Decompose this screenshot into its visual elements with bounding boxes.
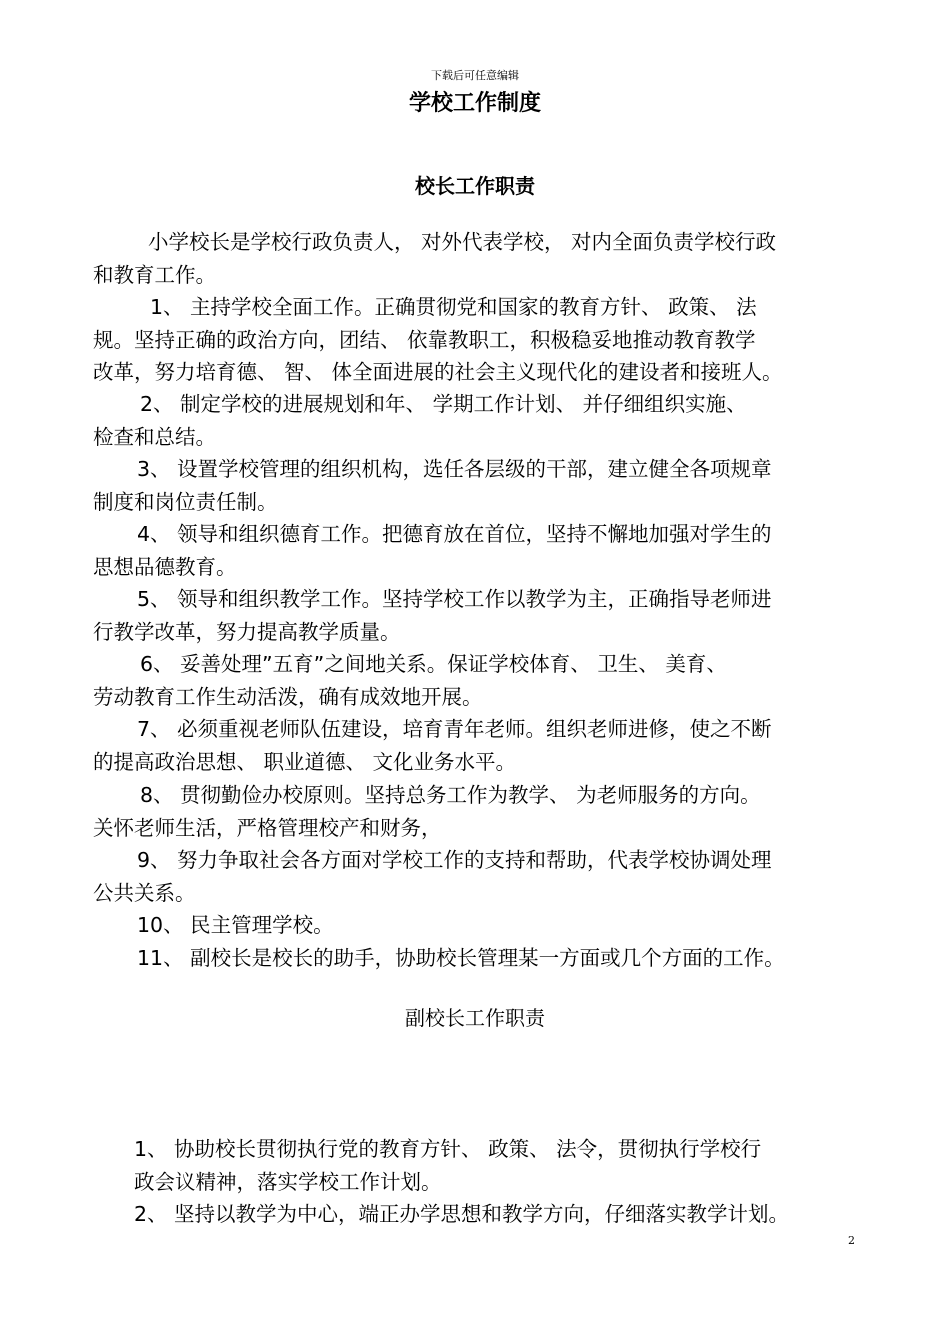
text-line: 5、 领导和组织教学工作。坚持学校工作以教学为主，正确指导老师进 (137, 587, 772, 611)
text-line: 1、 协助校长贯彻执行党的教育方针、 政策、 法令，贯彻执行学校行 (134, 1137, 762, 1161)
intro-paragraph (93, 226, 776, 291)
text-line: 8、 贯彻勤俭办校原则。坚持总务工作为教学、 为老师服务的方向。 (140, 783, 761, 807)
list-item-5 (93, 583, 772, 648)
text-line: 4、 领导和组织德育工作。把德育放在首位，坚持不懈地加强对学生的 (137, 522, 772, 546)
list-item-11 (93, 942, 785, 975)
text-line: 3、 设置学校管理的组织机构，选任各层级的干部，建立健全各项规章 (137, 457, 772, 481)
list-item-10 (93, 909, 334, 942)
text-line: 改革，努力培育德、 智、 体全面进展的社会主义现代化的建设者和接班人。 (93, 360, 783, 384)
section-heading-principal: 校长工作职责 (415, 174, 535, 198)
text-line: 的提高政治思想、 职业道德、 文化业务水平。 (93, 749, 517, 774)
list-item-1 (93, 291, 783, 389)
list-item-9 (93, 844, 772, 909)
document-title: 学校工作制度 (408, 91, 541, 116)
text-line: 10、 民主管理学校。 (137, 913, 334, 937)
list-item-8 (93, 779, 761, 844)
list-item-2 (93, 388, 747, 453)
text-line: 2、 坚持以教学为中心，端正办学思想和教学方向，仔细落实教学计划。 (134, 1202, 790, 1226)
text-line: 小学校长是学校行政负责人， 对外代表学校， 对内全面负责学校行政 (148, 230, 777, 254)
text-line: 规。坚持正确的政治方向，团结、 依靠教职工，积极稳妥地推动教育教学 (93, 327, 756, 352)
text-line: 劳动教育工作生动活泼，确有成效地开展。 (93, 684, 483, 709)
list-item-6 (93, 648, 727, 713)
text-line: 制度和岗位责任制。 (93, 489, 278, 514)
text-line: 2、 制定学校的进展规划和年、 学期工作计划、 并仔细组织实施、 (140, 392, 747, 416)
text-line: 和教育工作。 (93, 262, 216, 287)
header-note: 下载后可任意编辑 (431, 69, 519, 82)
list-item-3 (93, 453, 772, 518)
text-line: 政会议精神，落实学校工作计划。 (134, 1169, 442, 1194)
page-number: 2 (848, 1234, 855, 1247)
text-line: 行教学改革，努力提高教学质量。 (93, 619, 401, 644)
list-item-4 (93, 518, 772, 583)
text-line: 11、 副校长是校长的助手，协助校长管理某一方面或几个方面的工作。 (137, 946, 785, 970)
text-line: 9、 努力争取社会各方面对学校工作的支持和帮助，代表学校协调处理 (137, 848, 772, 872)
section-heading-vice-principal: 副校长工作职责 (405, 1006, 545, 1030)
text-line: 检查和总结。 (93, 424, 216, 449)
text-line: 思想品德教育。 (93, 554, 237, 579)
vice-list-item-1 (134, 1133, 761, 1198)
text-line: 公共关系。 (93, 880, 196, 905)
list-item-7 (93, 713, 772, 778)
text-line: 7、 必须重视老师队伍建设，培育青年老师。组织老师进修，使之不断 (137, 717, 772, 741)
text-line: 1、 主持学校全面工作。正确贯彻党和国家的教育方针、 政策、 法 (150, 295, 757, 319)
text-line: 关怀老师生活，严格管理校产和财务， (93, 815, 442, 840)
text-line: 6、 妥善处理”五育”之间地关系。保证学校体育、 卫生、 美育、 (140, 652, 727, 676)
vice-list-item-2 (134, 1198, 789, 1231)
